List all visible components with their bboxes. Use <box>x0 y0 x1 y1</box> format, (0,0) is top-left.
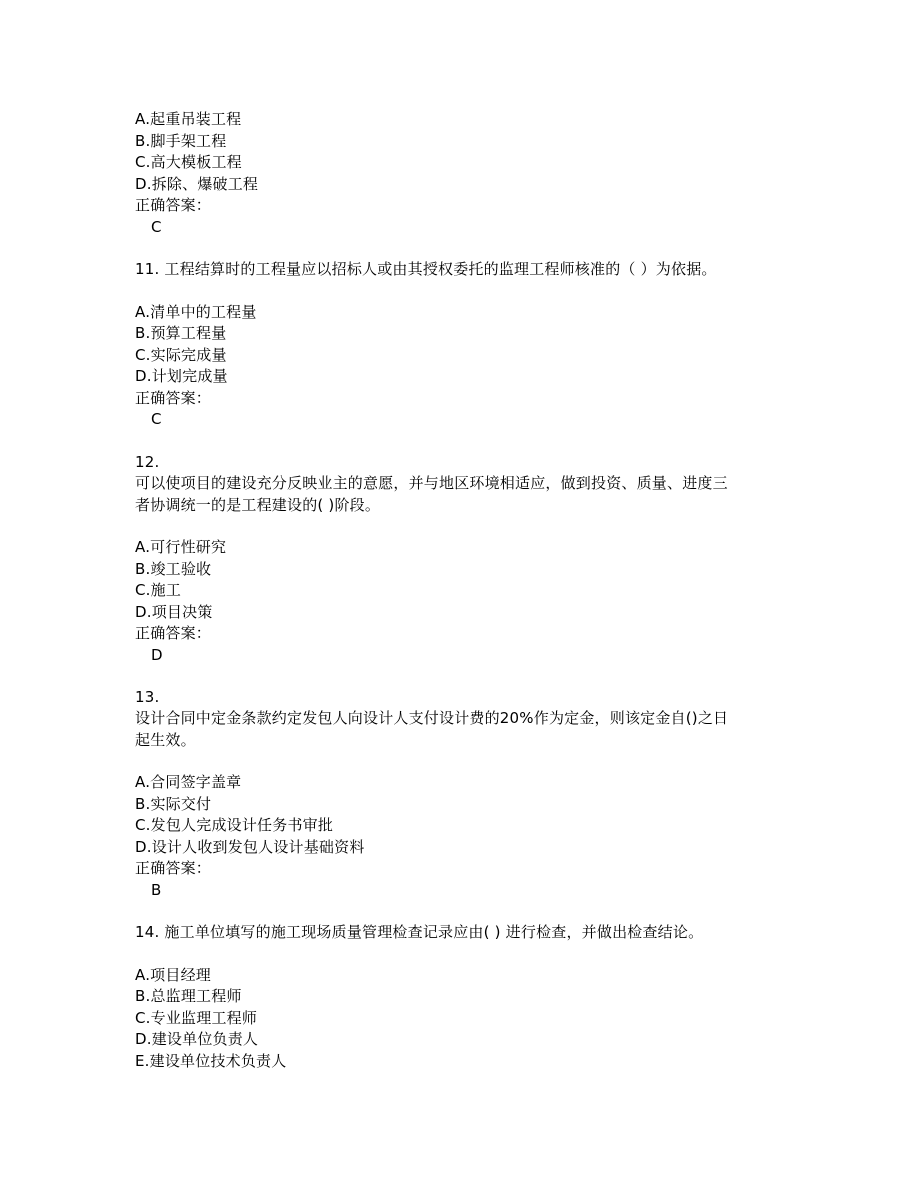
option-d: D.设计人收到发包人设计基础资料 <box>135 838 365 856</box>
option-b: B.竣工验收 <box>135 560 212 578</box>
answer-value: B <box>151 881 162 899</box>
question-stem-line2: 起生效。 <box>135 731 196 749</box>
answer-label: 正确答案： <box>135 859 212 877</box>
option-b: B.预算工程量 <box>135 324 227 342</box>
option-c: C.发包人完成设计任务书审批 <box>135 816 334 834</box>
answer-value: C <box>151 218 162 236</box>
answer-value: C <box>151 410 162 428</box>
option-d: D.项目决策 <box>135 603 213 621</box>
question-stem: 11. 工程结算时的工程量应以招标人或由其授权委托的监理工程师核准的（ ）为依据。 <box>135 260 717 278</box>
answer-label: 正确答案： <box>135 624 212 642</box>
question-stem-line2: 者协调统一的是工程建设的( )阶段。 <box>135 496 381 514</box>
option-e: E.建设单位技术负责人 <box>135 1052 287 1070</box>
question-number: 12. <box>135 453 160 471</box>
answer-label: 正确答案： <box>135 389 212 407</box>
answer-value: D <box>151 646 163 664</box>
question-number: 13. <box>135 688 160 706</box>
option-b: B.脚手架工程 <box>135 132 227 150</box>
option-b: B.总监理工程师 <box>135 987 242 1005</box>
option-c: C.高大模板工程 <box>135 153 242 171</box>
option-a: A.项目经理 <box>135 966 211 984</box>
question-stem-line1: 可以使项目的建设充分反映业主的意愿，并与地区环境相适应，做到投资、质量、进度三 <box>135 474 728 492</box>
option-a: A.合同签字盖章 <box>135 773 242 791</box>
option-c: C.专业监理工程师 <box>135 1009 258 1027</box>
option-d: D.建设单位负责人 <box>135 1030 259 1048</box>
option-c: C.施工 <box>135 581 182 599</box>
option-c: C.实际完成量 <box>135 346 227 364</box>
option-a: A.可行性研究 <box>135 538 227 556</box>
question-stem-line1: 设计合同中定金条款约定发包人向设计人支付设计费的20%作为定金，则该定金自()之日 <box>135 709 729 727</box>
option-b: B.实际交付 <box>135 795 212 813</box>
option-d: D.拆除、爆破工程 <box>135 175 259 193</box>
option-a: A.起重吊装工程 <box>135 110 242 128</box>
option-a: A.清单中的工程量 <box>135 303 257 321</box>
option-d: D.计划完成量 <box>135 367 228 385</box>
answer-label: 正确答案： <box>135 196 212 214</box>
question-stem: 14. 施工单位填写的施工现场质量管理检查记录应由( ) 进行检查，并做出检查结论。 <box>135 923 704 941</box>
